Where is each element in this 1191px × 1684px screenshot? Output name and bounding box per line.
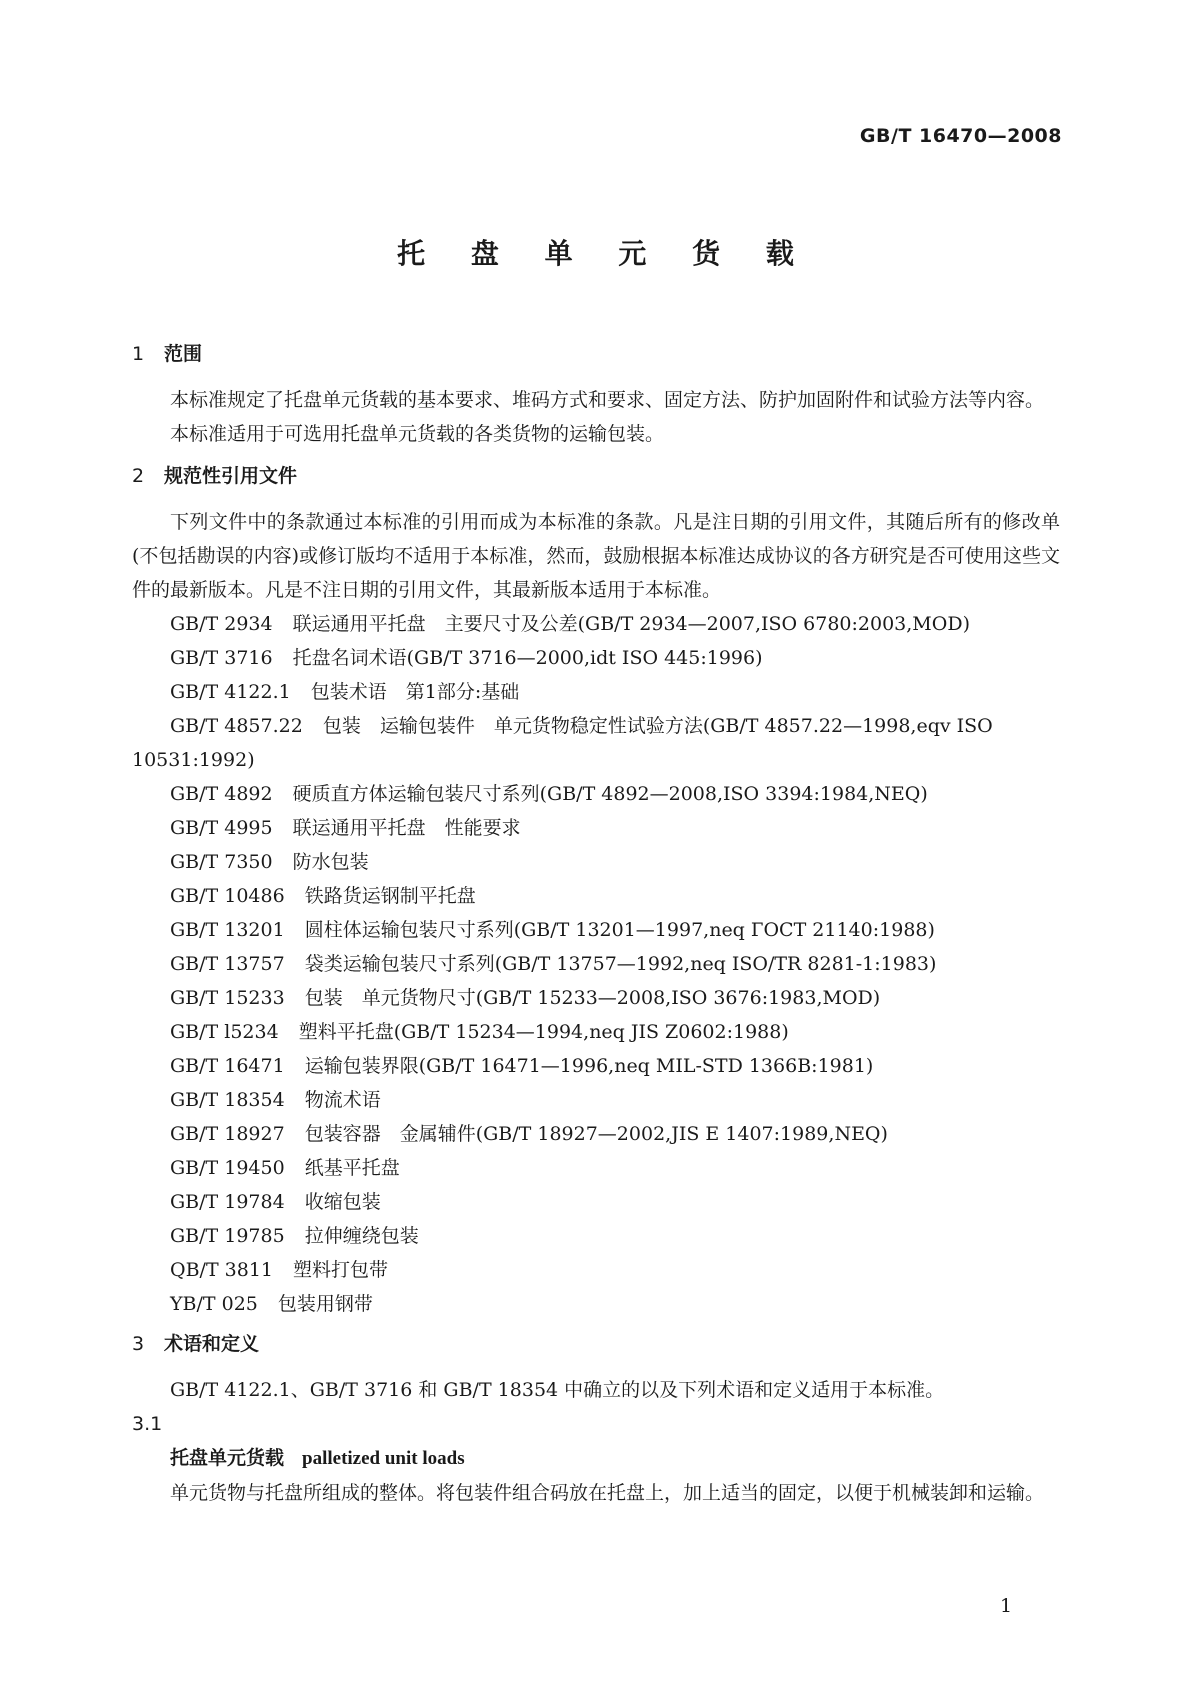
reference-item — [132, 811, 1060, 845]
reference-item — [132, 1253, 1060, 1287]
reference-code: GB/T 16471 — [170, 1055, 285, 1077]
section-heading-normative-references — [132, 459, 1060, 493]
reference-code: GB/T 15233 — [170, 987, 285, 1009]
reference-code: GB/T 3716 — [170, 647, 273, 669]
reference-code: GB/T 13757 — [170, 953, 285, 975]
reference-item — [132, 1117, 1060, 1151]
reference-item — [132, 641, 1060, 675]
reference-title: 圆柱体运输包装尺寸系列(GB/T 13201—1997,neq ГОСТ 21140:1988) — [304, 919, 935, 941]
reference-code: GB/T 18354 — [170, 1089, 285, 1111]
term-chinese: 托盘单元货载 — [170, 1447, 285, 1469]
reference-code: QB/T 3811 — [170, 1259, 274, 1281]
reference-code: GB/T 4122.1 — [170, 681, 291, 703]
reference-title: 塑料平托盘(GB/T 15234—1994,neq JIS Z0602:1988) — [298, 1021, 789, 1043]
reference-item — [132, 1219, 1060, 1253]
terms-intro: GB/T 4122.1、GB/T 3716 和 GB/T 18354 中确立的以及下列术语和定义适用于本标准。 — [170, 1379, 945, 1401]
section-title: 范围 — [164, 343, 203, 365]
reference-code: GB/T 10486 — [170, 885, 285, 907]
reference-title: 包装用钢带 — [277, 1293, 373, 1315]
reference-title: 铁路货运钢制平托盘 — [304, 885, 476, 907]
reference-title: 防水包装 — [292, 851, 369, 873]
reference-item — [132, 777, 1060, 811]
reference-code: GB/T 4995 — [170, 817, 273, 839]
reference-item — [132, 709, 1060, 777]
reference-title: 联运通用平托盘 主要尺寸及公差(GB/T 2934—2007,ISO 6780:2003,MOD) — [292, 613, 970, 635]
standard-code: GB/T 16470—2008 — [859, 125, 1062, 147]
reference-title: 物流术语 — [304, 1089, 381, 1111]
reference-title: 袋类运输包装尺寸系列(GB/T 13757—1992,neq ISO/TR 8281-1:1983) — [304, 953, 937, 975]
references-intro: 下列文件中的条款通过本标准的引用而成为本标准的条款。凡是注日期的引用文件，其随后所有的修改单(不包括勘误的内容)或修订版均不适用于本标准，然而，鼓励根据本标准达成协议的各方研究是否可使用这些文件的最新版本。凡是不注日期的引用文件，其最新版本适用于本标准。 — [132, 511, 1060, 601]
term-heading — [132, 1441, 1060, 1476]
reference-code: GB/T 18927 — [170, 1123, 285, 1145]
reference-code: YB/T 025 — [170, 1293, 258, 1315]
term-number: 3.1 — [132, 1413, 163, 1435]
reference-item — [132, 913, 1060, 947]
reference-title: 包装 运输包装件 单元货物稳定性试验方法(GB/T 4857.22—1998,eqv ISO 10531:1992) — [132, 715, 993, 771]
reference-item — [132, 947, 1060, 981]
reference-list — [132, 607, 1060, 1321]
section-heading-scope — [132, 337, 1060, 371]
section-number: 2 — [132, 465, 145, 487]
reference-title: 塑料打包带 — [293, 1259, 389, 1281]
section-number: 3 — [132, 1333, 145, 1355]
reference-item — [132, 1015, 1060, 1049]
reference-item — [132, 607, 1060, 641]
reference-code: GB/T 19785 — [170, 1225, 285, 1247]
reference-item — [132, 1287, 1060, 1321]
reference-code: GB/T 2934 — [170, 613, 273, 635]
reference-item — [132, 1049, 1060, 1083]
reference-code: GB/T 13201 — [170, 919, 285, 941]
reference-item — [132, 675, 1060, 709]
reference-title: 托盘名词术语(GB/T 3716—2000,idt ISO 445:1996) — [292, 647, 763, 669]
reference-title: 拉伸缠绕包装 — [304, 1225, 419, 1247]
reference-item — [132, 1185, 1060, 1219]
page-number: 1 — [1000, 1595, 1013, 1617]
reference-title: 收缩包装 — [304, 1191, 381, 1213]
scope-paragraph: 本标准适用于可选用托盘单元货载的各类货物的运输包装。 — [170, 423, 665, 445]
section-heading-terms — [132, 1327, 1060, 1361]
reference-item — [132, 1151, 1060, 1185]
reference-code: GB/T 4892 — [170, 783, 273, 805]
reference-code: GB/T 19784 — [170, 1191, 285, 1213]
section-number: 1 — [132, 343, 145, 365]
reference-item — [132, 1083, 1060, 1117]
reference-code: GB/T 4857.22 — [170, 715, 303, 737]
reference-title: 纸基平托盘 — [304, 1157, 400, 1179]
reference-title: 联运通用平托盘 性能要求 — [292, 817, 521, 839]
term-definition: 单元货物与托盘所组成的整体。将包装件组合码放在托盘上，加上适当的固定，以便于机械装卸和运输。 — [170, 1482, 1045, 1504]
reference-code: GB/T l5234 — [170, 1021, 279, 1043]
term-english: palletized unit loads — [302, 1448, 465, 1469]
reference-item — [132, 879, 1060, 913]
document-title: 托 盘 单 元 货 载 — [397, 237, 812, 270]
section-title: 规范性引用文件 — [164, 465, 298, 487]
reference-code: GB/T 7350 — [170, 851, 273, 873]
reference-title: 包装容器 金属辅件(GB/T 18927—2002,JIS E 1407:1989,NEQ) — [304, 1123, 888, 1145]
reference-code: GB/T 19450 — [170, 1157, 285, 1179]
reference-item — [132, 845, 1060, 879]
section-title: 术语和定义 — [164, 1333, 260, 1355]
reference-title: 包装术语 第1部分:基础 — [310, 681, 520, 703]
reference-title: 硬质直方体运输包装尺寸系列(GB/T 4892—2008,ISO 3394:1984,NEQ) — [292, 783, 928, 805]
document-body — [132, 337, 1060, 1510]
scope-paragraph: 本标准规定了托盘单元货载的基本要求、堆码方式和要求、固定方法、防护加固附件和试验方法等内容。 — [170, 389, 1045, 411]
reference-title: 运输包装界限(GB/T 16471—1996,neq MIL-STD 1366B:1981) — [304, 1055, 874, 1077]
reference-title: 包装 单元货物尺寸(GB/T 15233—2008,ISO 3676:1983,MOD) — [304, 987, 881, 1009]
reference-item — [132, 981, 1060, 1015]
